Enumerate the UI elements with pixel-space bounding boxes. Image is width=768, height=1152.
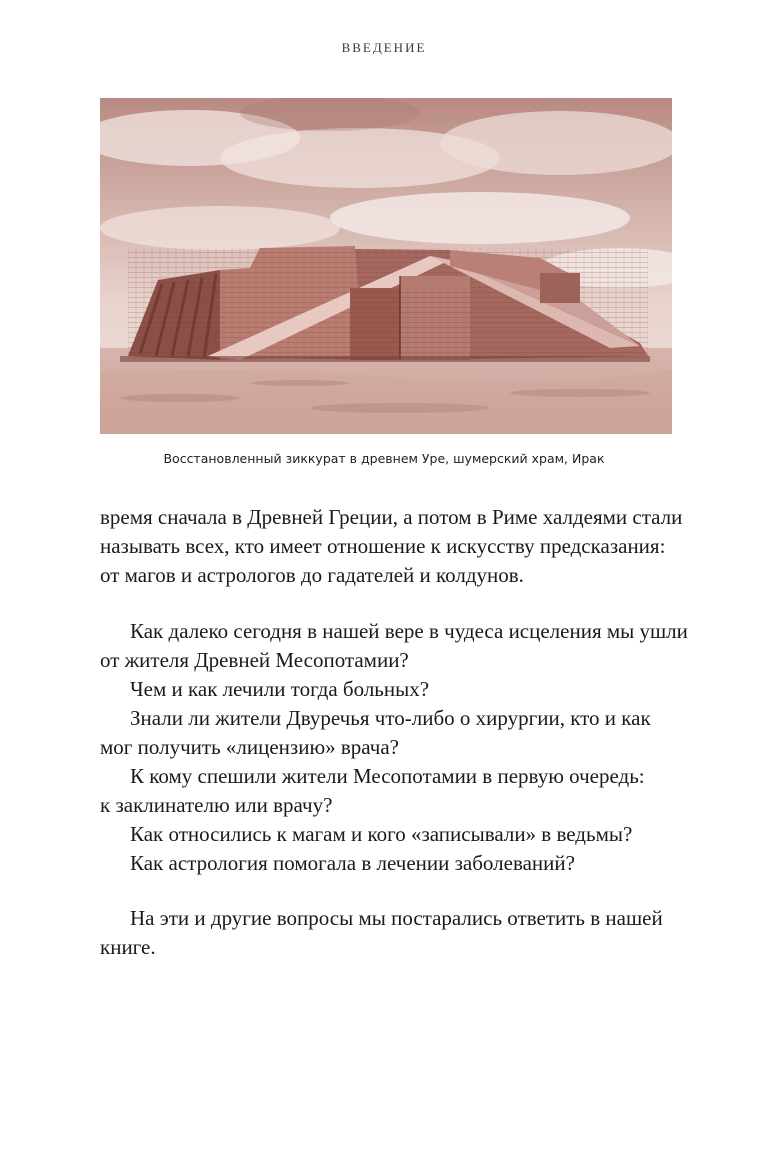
text-line: от магов и астрологов до гадателей и колдунов. <box>100 563 524 587</box>
text-line: мог получить «лицензию» врача? <box>100 735 399 759</box>
text-line: к заклинателю или врачу? <box>100 793 333 817</box>
text-line: К кому спешили жители Месопотамии в первую очередь: <box>130 764 645 788</box>
running-header: ВВЕДЕНИЕ <box>341 40 427 55</box>
text-line: Как далеко сегодня в нашей вере в чудеса исцеления мы ушли <box>130 619 688 643</box>
text-line: Знали ли жители Двуречья что-либо о хирургии, кто и как <box>130 706 651 730</box>
text-line: Чем и как лечили тогда больных? <box>130 677 430 701</box>
ziggurat-photo <box>100 98 672 434</box>
text-line: На эти и другие вопросы мы постарались ответить в нашей <box>130 906 663 930</box>
text-line: книге. <box>100 935 156 959</box>
closing-paragraph <box>100 904 674 962</box>
text-line: Как относились к магам и кого «записывали» в ведьмы? <box>130 822 633 846</box>
intro-paragraph <box>100 503 683 590</box>
questions-block <box>100 617 688 878</box>
text-line: Как астрология помогала в лечении заболеваний? <box>130 851 575 875</box>
text-line: называть всех, кто имеет отношение к искусству предсказания: <box>100 534 666 558</box>
text-line: время сначала в Древней Греции, а потом в Риме халдеями стали <box>100 505 683 529</box>
figure-caption: Восстановленный зиккурат в древнем Уре, шумерский храм, Ирак <box>163 451 605 466</box>
text-line: от жителя Древней Месопотамии? <box>100 648 409 672</box>
